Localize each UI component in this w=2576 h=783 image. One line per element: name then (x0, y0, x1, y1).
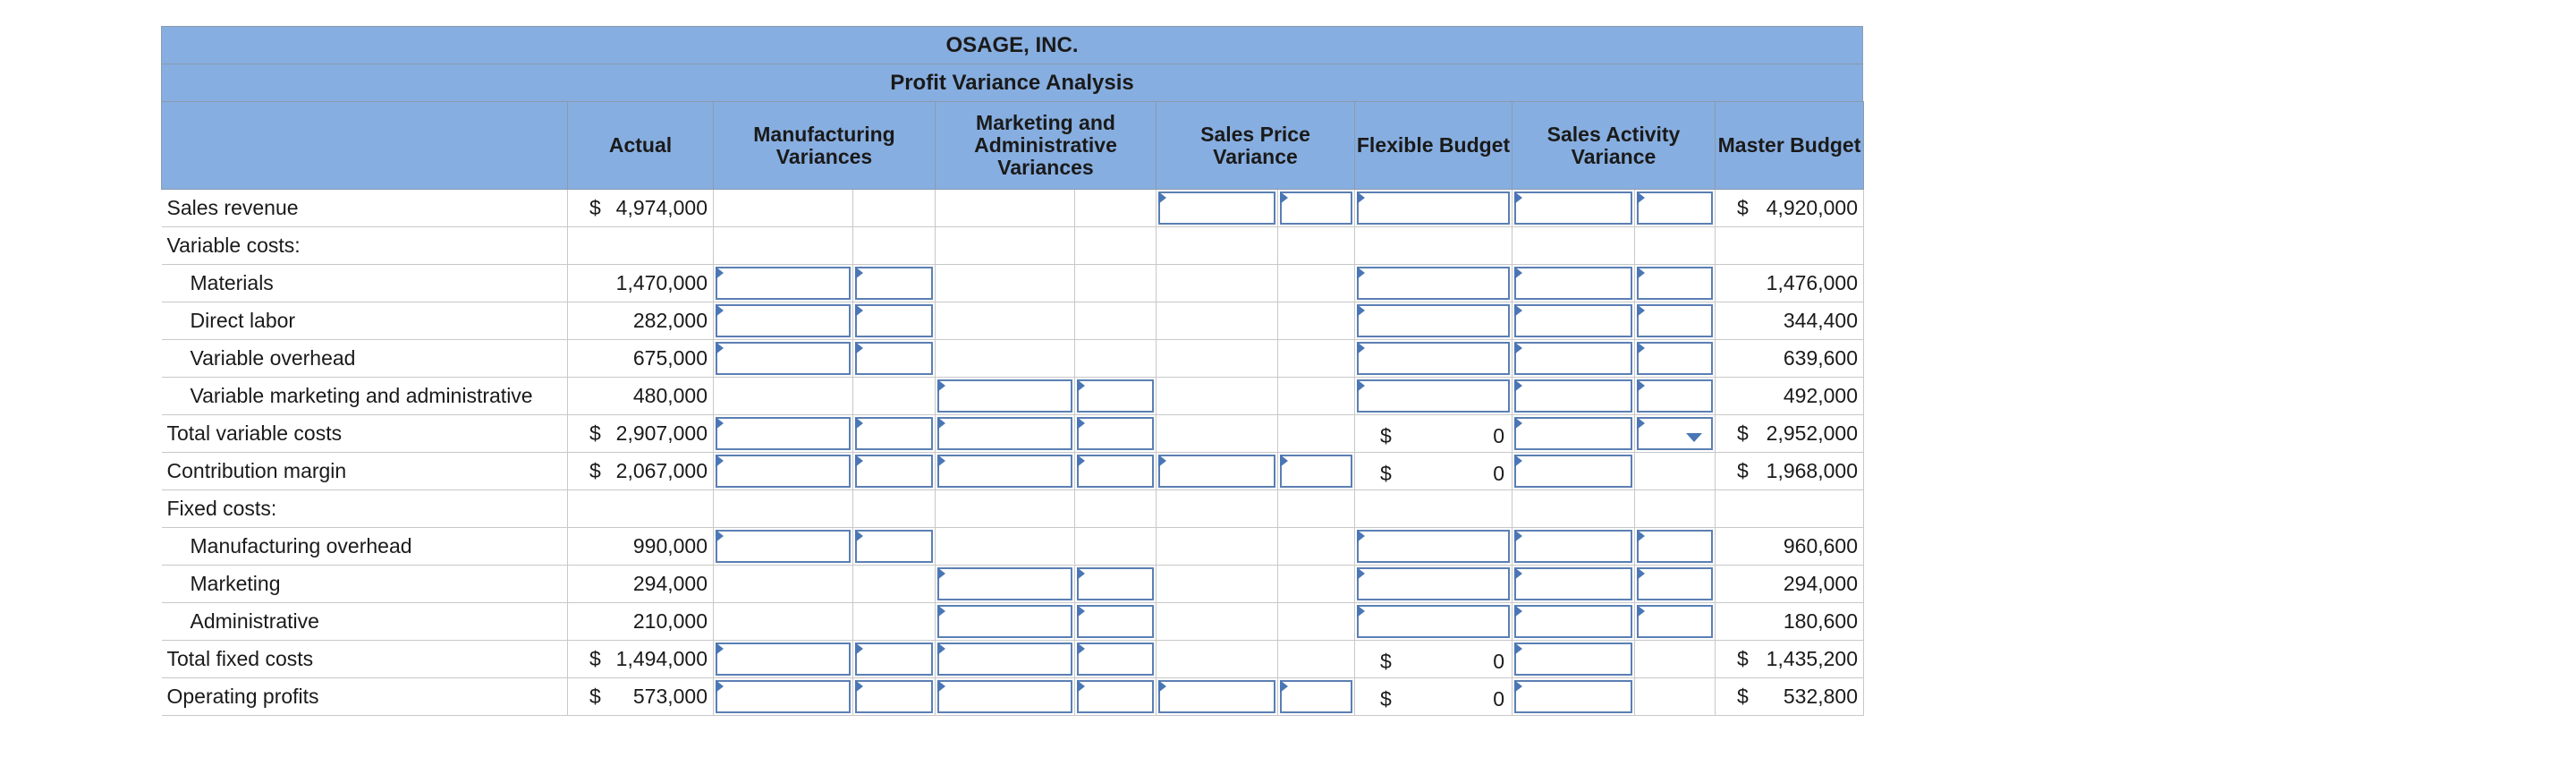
manufacturing-fu-select[interactable] (855, 267, 933, 300)
table-row (162, 603, 1864, 641)
manufacturing-fu-select[interactable] (855, 643, 933, 676)
row-label: Total fixed costs (162, 641, 568, 678)
actual-value: 210,000 (568, 603, 714, 641)
row-label: Variable overhead (162, 340, 568, 378)
marketing-admin-variance-input[interactable] (937, 455, 1072, 488)
actual-value: $ 2,067,000 (568, 453, 714, 490)
marketing-admin-variance-input[interactable] (937, 643, 1072, 676)
master-value: $ 1,435,200 (1716, 641, 1864, 678)
table-row (162, 490, 1864, 528)
row-label: Operating profits (162, 678, 568, 716)
master-value: 344,400 (1716, 302, 1864, 340)
flexible-budget-total: $ 0 (1355, 415, 1513, 453)
manufacturing-fu-select[interactable] (855, 417, 933, 450)
marketing-admin-fu-select[interactable] (1077, 417, 1154, 450)
sales-activity-variance-input[interactable] (1514, 567, 1632, 600)
sales-activity-fu-select[interactable] (1637, 191, 1713, 225)
flexible-budget-input[interactable] (1357, 267, 1510, 300)
table-row (162, 641, 1864, 678)
table-row (162, 190, 1864, 227)
row-label: Fixed costs: (162, 490, 568, 528)
flexible-budget-total: $ 0 (1355, 641, 1513, 678)
manufacturing-variance-input[interactable] (716, 304, 851, 337)
manufacturing-fu-select[interactable] (855, 680, 933, 713)
sales-activity-variance-input[interactable] (1514, 191, 1632, 225)
sales-price-variance-input[interactable] (1158, 680, 1275, 713)
master-value: 639,600 (1716, 340, 1864, 378)
master-value: 294,000 (1716, 566, 1864, 603)
sales-activity-fu-select[interactable] (1637, 379, 1713, 413)
master-value: $ 532,800 (1716, 678, 1864, 716)
flexible-budget-input[interactable] (1357, 605, 1510, 638)
sales-activity-fu-select[interactable] (1637, 342, 1713, 375)
manufacturing-fu-select[interactable] (855, 455, 933, 488)
actual-value: 1,470,000 (568, 265, 714, 302)
row-label: Materials (162, 265, 568, 302)
marketing-admin-fu-select[interactable] (1077, 605, 1154, 638)
row-label: Manufacturing overhead (162, 528, 568, 566)
marketing-admin-variance-input[interactable] (937, 379, 1072, 413)
flexible-budget-input[interactable] (1357, 379, 1510, 413)
table-row (162, 265, 1864, 302)
marketing-admin-fu-select[interactable] (1077, 567, 1154, 600)
table-row (162, 227, 1864, 265)
marketing-admin-fu-select[interactable] (1077, 680, 1154, 713)
table-row (162, 302, 1864, 340)
master-value: 960,600 (1716, 528, 1864, 566)
report-subtitle: Profit Variance Analysis (161, 64, 1863, 101)
flexible-budget-input[interactable] (1357, 530, 1510, 563)
marketing-admin-variance-input[interactable] (937, 417, 1072, 450)
marketing-admin-variance-input[interactable] (937, 680, 1072, 713)
sales-activity-fu-select[interactable] (1637, 304, 1713, 337)
row-label: Direct labor (162, 302, 568, 340)
actual-value: 294,000 (568, 566, 714, 603)
sales-activity-variance-input[interactable] (1514, 530, 1632, 563)
chevron-down-icon[interactable] (1686, 433, 1702, 442)
row-label: Variable costs: (162, 227, 568, 265)
row-label: Variable marketing and administrative (162, 378, 568, 415)
table-row (162, 453, 1864, 490)
manufacturing-variance-input[interactable] (716, 417, 851, 450)
header-marketing-admin-variances: Marketing and Administrative Variances (936, 102, 1157, 190)
header-sales-activity-variance: Sales Activity Variance (1513, 102, 1716, 190)
table-row (162, 566, 1864, 603)
table-row (162, 678, 1864, 716)
master-value: 492,000 (1716, 378, 1864, 415)
sales-activity-fu-select[interactable] (1637, 605, 1713, 638)
sales-activity-variance-input[interactable] (1514, 267, 1632, 300)
table-row (162, 340, 1864, 378)
master-value: $ 1,968,000 (1716, 453, 1864, 490)
row-label-header (162, 102, 568, 190)
actual-value: $ 573,000 (568, 678, 714, 716)
manufacturing-variance-input[interactable] (716, 680, 851, 713)
actual-value: 990,000 (568, 528, 714, 566)
table-row (162, 378, 1864, 415)
profit-variance-sheet (161, 26, 1863, 716)
header-manufacturing-variances: Manufacturing Variances (714, 102, 936, 190)
flexible-budget-input[interactable] (1357, 342, 1510, 375)
table-row (162, 528, 1864, 566)
sales-price-variance-input[interactable] (1158, 455, 1275, 488)
sales-activity-fu-select[interactable] (1637, 530, 1713, 563)
variance-table (161, 101, 1864, 716)
manufacturing-fu-select[interactable] (855, 530, 933, 563)
marketing-admin-variance-input[interactable] (937, 605, 1072, 638)
actual-value: $ 1,494,000 (568, 641, 714, 678)
actual-value: $ 2,907,000 (568, 415, 714, 453)
flexible-budget-input[interactable] (1357, 191, 1510, 225)
master-value: 1,476,000 (1716, 265, 1864, 302)
flexible-budget-input[interactable] (1357, 567, 1510, 600)
sales-activity-fu-select[interactable] (1637, 417, 1713, 450)
flexible-budget-total: $ 0 (1355, 453, 1513, 490)
sales-price-variance-input[interactable] (1158, 191, 1275, 225)
row-label: Contribution margin (162, 453, 568, 490)
master-value: 180,600 (1716, 603, 1864, 641)
row-label: Total variable costs (162, 415, 568, 453)
sales-activity-variance-input[interactable] (1514, 643, 1632, 676)
sales-activity-variance-input[interactable] (1514, 605, 1632, 638)
sales-price-fu-select[interactable] (1280, 191, 1352, 225)
actual-value: 282,000 (568, 302, 714, 340)
sales-activity-variance-input[interactable] (1514, 342, 1632, 375)
actual-value: 480,000 (568, 378, 714, 415)
master-value: $ 2,952,000 (1716, 415, 1864, 453)
flexible-budget-input[interactable] (1357, 304, 1510, 337)
sales-activity-variance-input[interactable] (1514, 417, 1632, 450)
sales-activity-variance-input[interactable] (1514, 379, 1632, 413)
row-label: Administrative (162, 603, 568, 641)
manufacturing-variance-input[interactable] (716, 267, 851, 300)
master-value: $ 4,920,000 (1716, 190, 1864, 227)
header-master-budget: Master Budget (1716, 102, 1864, 190)
manufacturing-variance-input[interactable] (716, 643, 851, 676)
company-title: OSAGE, INC. (161, 26, 1863, 64)
sales-activity-variance-input[interactable] (1514, 304, 1632, 337)
actual-value: $ 4,974,000 (568, 190, 714, 227)
marketing-admin-fu-select[interactable] (1077, 455, 1154, 488)
manufacturing-fu-select[interactable] (855, 304, 933, 337)
sales-price-fu-select[interactable] (1280, 680, 1352, 713)
actual-value: 675,000 (568, 340, 714, 378)
sales-price-fu-select[interactable] (1280, 455, 1352, 488)
row-label: Marketing (162, 566, 568, 603)
sales-activity-fu-select[interactable] (1637, 267, 1713, 300)
manufacturing-fu-select[interactable] (855, 342, 933, 375)
manufacturing-variance-input[interactable] (716, 342, 851, 375)
sales-activity-variance-input[interactable] (1514, 455, 1632, 488)
header-actual: Actual (568, 102, 714, 190)
manufacturing-variance-input[interactable] (716, 455, 851, 488)
sales-activity-fu-select[interactable] (1637, 567, 1713, 600)
marketing-admin-fu-select[interactable] (1077, 379, 1154, 413)
flexible-budget-total: $ 0 (1355, 678, 1513, 716)
marketing-admin-variance-input[interactable] (937, 567, 1072, 600)
sales-activity-variance-input[interactable] (1514, 680, 1632, 713)
header-sales-price-variance: Sales Price Variance (1157, 102, 1355, 190)
header-flexible-budget: Flexible Budget (1355, 102, 1513, 190)
marketing-admin-fu-select[interactable] (1077, 643, 1154, 676)
row-label: Sales revenue (162, 190, 568, 227)
manufacturing-variance-input[interactable] (716, 530, 851, 563)
table-row (162, 415, 1864, 453)
